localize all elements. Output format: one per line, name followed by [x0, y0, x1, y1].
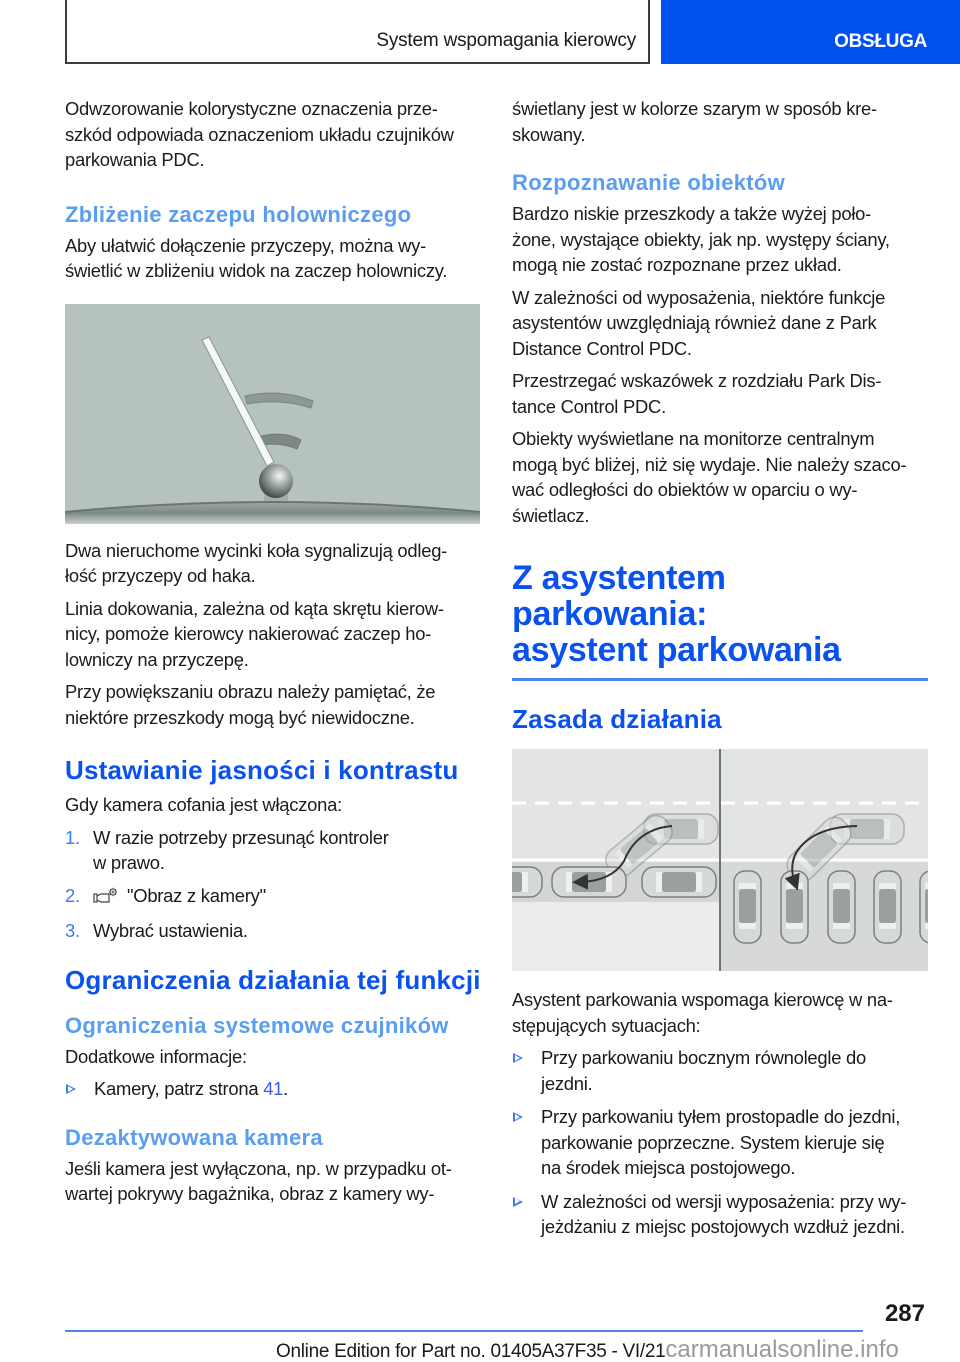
sensor-limits-intro: Dodatkowe informacje:	[65, 1045, 247, 1067]
list-item: Przy parkowaniu tyłem prostopadle do jezdni, parkowanie poprzeczne. System kieruje się na środek miejsca postojowego.	[512, 1104, 928, 1181]
continued-paragraph: świetlany jest w kolorze szarym w sposób kre- skowany.	[512, 98, 877, 145]
heading-brightness-contrast: Ustawianie jasności i kontrastu	[65, 755, 459, 785]
heading-function-limits: Ograniczenia działania tej funkcji	[65, 964, 481, 995]
parking-situations-list	[512, 1045, 928, 1240]
step-1: 1. W razie potrzeby przesunąć kontroler w prawo.	[65, 826, 389, 873]
camera-settings-icon	[93, 886, 119, 912]
triangle-bullet-icon	[513, 1112, 523, 1122]
running-header-box	[65, 0, 650, 64]
after-figure-paragraph-1: Dwa nieruchome wycinki koła sygnalizują odleg- łość przyczepy od haka.	[65, 539, 448, 586]
triangle-bullet-icon	[513, 1197, 523, 1207]
after-figure-paragraph-2: Linia dokowania, zależna od kąta skrętu kierow- nicy, pomoże kierowcy nakierować zaczep ho- lowniczy na przyczepę.	[65, 597, 444, 670]
watermark[interactable]: carmanualsonline.info	[665, 1336, 899, 1362]
heading-sensor-limits: Ograniczenia systemowe czujników	[65, 1012, 449, 1038]
after-figure-paragraph-3: Przy powiększaniu obrazu należy pamiętać, że niektóre przeszkody mogą być niewidoczne.	[65, 681, 436, 728]
tow-hitch-zoom-paragraph: Aby ułatwić dołączenie przyczepy, można wy- świetlić w zbliżeniu widok na zaczep holowniczy.	[65, 234, 448, 281]
page-link-41[interactable]: 41	[263, 1078, 284, 1099]
triangle-bullet-icon	[513, 1053, 523, 1063]
right-column	[512, 96, 928, 1248]
object-detection-paragraph-4: Obiekty wyświetlane na monitorze centralnym mogą być bliżej, niż się wydaje. Nie należy szaco- wać odległości do obiektów w oparciu o wy- świetlacz.	[512, 428, 907, 526]
chapter-heading-block	[512, 560, 928, 681]
object-detection-paragraph-1: Bardzo niskie przeszkody a także wyżej poło- żone, wystające obiekty, jak np. występy ściany, mogą nie zostać rozpoznane przez układ.	[512, 203, 890, 275]
parking-assistant-intro: Asystent parkowania wspomaga kierowcę w na- stępujących sytuacjach:	[512, 989, 893, 1036]
heading-object-detection: Rozpoznawanie obiektów	[512, 170, 786, 195]
heading-tow-hitch-zoom: Zbliżenie zaczepu holowniczego	[65, 201, 412, 227]
sensor-limits-list	[65, 1076, 485, 1102]
step-2: 2. "Obraz z kamery"	[65, 883, 485, 912]
object-detection-paragraph-2: W zależności od wyposażenia, niektóre funkcje asystentów uwzględniają również dane z Park Distance Control PDC.	[512, 286, 886, 359]
section-title: System wspomagania kierowcy	[376, 30, 636, 51]
heading-disabled-camera: Dezaktywowana kamera	[65, 1124, 323, 1150]
step-3: 3. Wybrać ustawienia.	[65, 920, 248, 941]
tow-hitch-illustration	[65, 304, 480, 524]
object-detection-paragraph-3: Przestrzegać wskazówek z rozdziału Park Dis- tance Control PDC.	[512, 370, 882, 417]
footer-edition	[276, 1336, 899, 1362]
intro-paragraph: Odwzorowanie kolorystyczne oznaczenia prze- szkód odpowiada oznaczeniom układu czujników parkowania PDC.	[65, 98, 454, 170]
brightness-steps	[65, 825, 485, 944]
triangle-bullet-icon	[66, 1084, 76, 1094]
brightness-intro: Gdy kamera cofania jest włączona:	[65, 794, 342, 815]
tow-hitch-zoom-figure	[65, 304, 480, 524]
chapter-tab-label: OBSŁUGA	[834, 31, 927, 52]
list-item: W zależności od wersji wyposażenia: przy wy- jeżdżaniu z miejsc postojowych wzdłuż jezdni.	[512, 1189, 928, 1240]
heading-operating-principle: Zasada działania	[512, 704, 722, 734]
list-item: Kamery, patrz strona 41.	[65, 1076, 485, 1102]
list-item: Przy parkowaniu bocznym równolegle do jezdni.	[512, 1045, 928, 1096]
disabled-camera-paragraph: Jeśli kamera jest wyłączona, np. w przypadku ot- wartej pokrywy bagażnika, obraz z kamery wy-	[65, 1157, 452, 1204]
chapter-heading-parking-assistant: Z asystentem parkowania: asystent parkowania	[512, 559, 841, 669]
parking-diagram-illustration	[512, 749, 928, 971]
chapter-divider	[512, 678, 928, 681]
page-number: 287	[884, 1300, 925, 1327]
parking-maneuvers-figure	[512, 749, 928, 971]
edition-text: Online Edition for Part no. 01405A37F35 - VI/21	[276, 1341, 666, 1362]
chapter-tab	[661, 0, 960, 64]
left-column	[65, 96, 485, 1214]
footer-divider	[65, 1330, 863, 1332]
